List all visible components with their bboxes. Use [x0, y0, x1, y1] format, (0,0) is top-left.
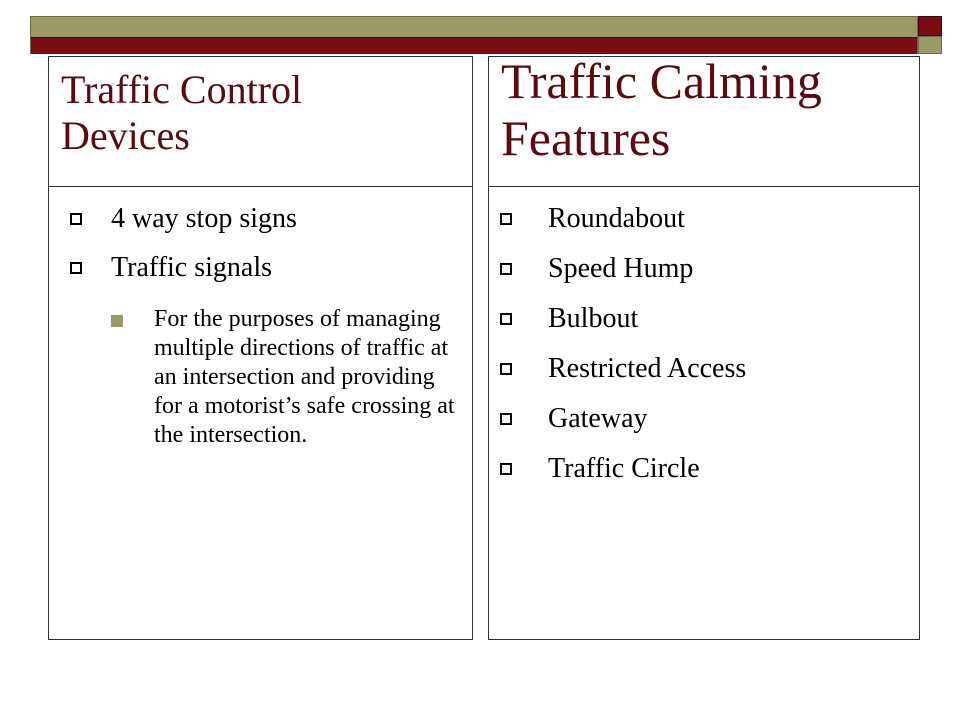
list-item	[489, 305, 919, 333]
left-title-line2: Devices	[61, 113, 190, 158]
right-title-line2: Features	[501, 109, 671, 166]
list-item	[489, 205, 919, 233]
list-item-text: Speed Hump	[548, 253, 694, 284]
list-item-text: Traffic Circle	[548, 453, 700, 484]
sub-list-item	[49, 305, 472, 450]
right-bullet-list	[489, 205, 919, 505]
right-column-header	[489, 53, 919, 187]
right-column-title	[501, 53, 822, 166]
traffic-control-devices-column	[48, 56, 473, 640]
list-item-text: Traffic signals	[111, 252, 272, 283]
hollow-square-bullet-icon	[500, 413, 512, 425]
list-item-text: 4 way stop signs	[111, 203, 297, 234]
hollow-square-bullet-icon	[500, 313, 512, 325]
traffic-calming-features-column	[488, 53, 920, 640]
hollow-square-bullet-icon	[500, 463, 512, 475]
list-item-text: Restricted Access	[548, 353, 747, 384]
right-title-line1: Traffic Calming	[501, 53, 822, 109]
top-bar-stripe	[31, 37, 917, 54]
list-item	[489, 355, 919, 383]
left-bullet-list	[49, 205, 472, 303]
top-decorative-bar	[30, 16, 918, 54]
hollow-square-bullet-icon	[500, 263, 512, 275]
filled-square-bullet-icon	[111, 315, 123, 327]
left-sub-bullet-list	[49, 305, 472, 450]
hollow-square-bullet-icon	[70, 213, 82, 225]
list-item	[49, 254, 472, 282]
list-item	[489, 255, 919, 283]
hollow-square-bullet-icon	[70, 262, 82, 274]
left-title-line1: Traffic Control	[61, 67, 303, 112]
list-item	[489, 455, 919, 483]
list-item-text: Roundabout	[548, 203, 685, 234]
list-item	[489, 405, 919, 433]
list-item-text: Gateway	[548, 403, 648, 434]
hollow-square-bullet-icon	[500, 363, 512, 375]
hollow-square-bullet-icon	[500, 213, 512, 225]
left-column-header	[49, 57, 472, 187]
corner-square-olive	[918, 36, 942, 54]
list-item-text: Bulbout	[548, 303, 639, 334]
list-item	[49, 205, 472, 233]
sub-list-item-text: For the purposes of managing multiple directions of traffic at an intersection and providing for a motorist’s safe crossing at the intersection.	[154, 306, 455, 448]
left-column-title	[61, 67, 302, 159]
corner-square-maroon	[918, 16, 942, 36]
